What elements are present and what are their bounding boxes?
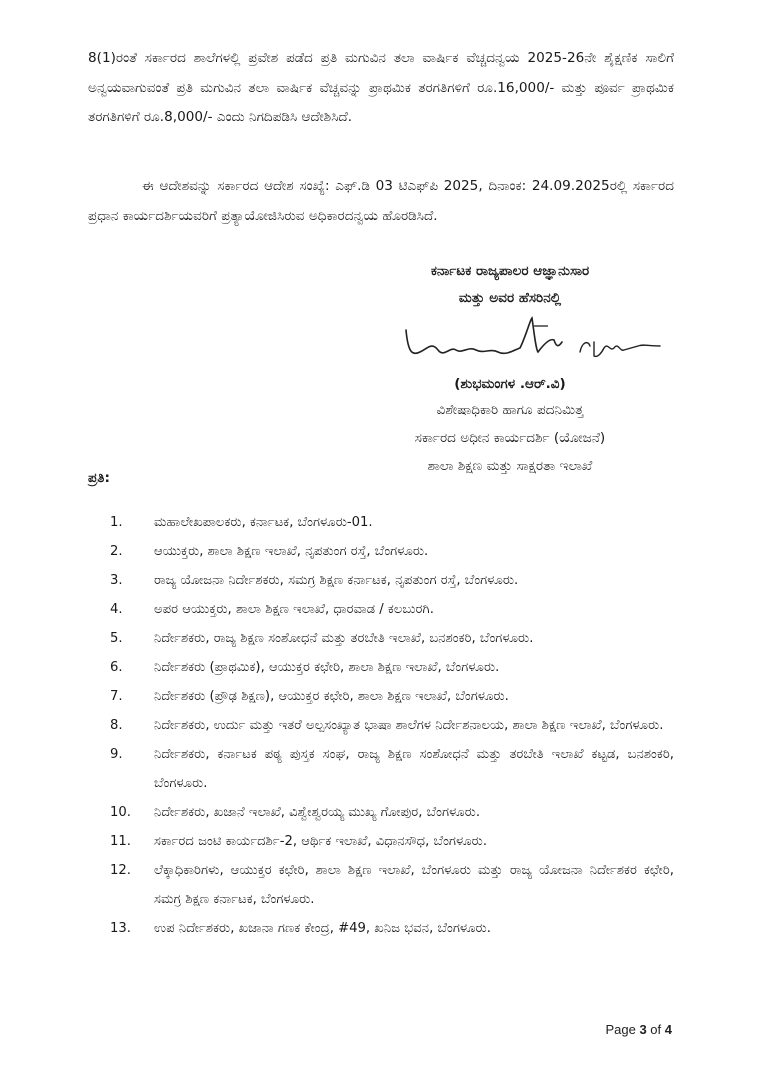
list-item-text: ನಿರ್ದೇಶಕರು (ಪ್ರಾಥಮಿಕ), ಆಯುಕ್ತರ ಕಛೇರಿ, ಶಾಲಾ ಶಿಕ್ಷಣ ಇಲಾಖೆ, ಬೆಂಗಳೂರು. xyxy=(154,660,500,675)
list-item xyxy=(88,682,674,711)
list-item-number: 8. xyxy=(110,718,123,733)
list-item xyxy=(88,624,674,653)
list-item xyxy=(88,856,674,914)
copy-to-heading: ಪ್ರತಿ: xyxy=(88,470,110,486)
list-item xyxy=(88,827,674,856)
designation-line-2: ಸರ್ಕಾರದ ಅಧೀನ ಕಾರ್ಯದರ್ಶಿ (ಯೋಜನೆ) xyxy=(414,430,606,446)
list-item-text: ನಿರ್ದೇಶಕರು, ಕರ್ನಾಟಕ ಪಠ್ಯ ಪುಸ್ತಕ ಸಂಘ, ರಾಜ್ಯ ಶಿಕ್ಷಣ ಸಂಶೋಧನೆ ಮತ್ತು ತರಬೇತಿ ಇಲಾಖೆ ಕಟ್ಟಡ, ಬನಶಂಕರಿ, ಬೆಂಗಳೂರು. xyxy=(154,747,674,791)
list-item-text: ಅಪರ ಆಯುಕ್ತರು, ಶಾಲಾ ಶಿಕ್ಷಣ ಇಲಾಖೆ, ಧಾರವಾಡ / ಕಲಬುರಗಿ. xyxy=(154,602,434,617)
list-item-number: 12. xyxy=(110,863,131,878)
page-number-footer xyxy=(605,1022,672,1037)
list-item xyxy=(88,711,674,740)
list-item-number: 9. xyxy=(110,747,123,762)
list-item-text: ಉಪ ನಿರ್ದೇಶಕರು, ಖಜಾನಾ ಗಣಕ ಕೇಂದ್ರ, #49, ಖನಿಜ ಭವನ, ಬೆಂಗಳೂರು. xyxy=(154,921,491,936)
page-of-label: of xyxy=(646,1022,665,1037)
list-item-number: 7. xyxy=(110,689,123,704)
governor-name-line: ಮತ್ತು ಅವರ ಹೆಸರಿನಲ್ಲಿ xyxy=(458,290,562,306)
body-paragraph-2: ಈ ಆದೇಶವನ್ನು ಸರ್ಕಾರದ ಆದೇಶ ಸಂಖ್ಯೆ: ಎಫ್.ಡಿ 03 ಟಿಎಫ್‌ಪಿ 2025, ದಿನಾಂಕ: 24.09.2025ರಲ್ಲಿ ಸರ್ಕಾರದ ಪ್ರಧಾನ ಕಾರ್ಯದರ್ಶಿಯವರಿಗೆ ಪ್ರತ್ಯಾಯೋಜಿಸಿರುವ ಅಧಿಕಾರದನ್ವಯ ಹೊರಡಿಸಿದೆ. xyxy=(88,178,674,224)
list-item xyxy=(88,566,674,595)
list-item-number: 13. xyxy=(110,921,131,936)
list-item-text: ಲೆಕ್ಕಾಧಿಕಾರಿಗಳು, ಆಯುಕ್ತರ ಕಛೇರಿ, ಶಾಲಾ ಶಿಕ್ಷಣ ಇಲಾಖೆ, ಬೆಂಗಳೂರು ಮತ್ತು ರಾಜ್ಯ ಯೋಜನಾ ನಿರ್ದೇಶಕರ ಕಛೇರಿ, ಸಮಗ್ರ ಶಿಕ್ಷಣ ಕರ್ನಾಟಕ, ಬೆಂಗಳೂರು. xyxy=(154,863,674,907)
list-item xyxy=(88,914,674,943)
list-item-number: 1. xyxy=(110,515,123,530)
list-item-number: 4. xyxy=(110,602,123,617)
list-item-number: 11. xyxy=(110,834,131,849)
signatory-name: (ಶುಭಮಂಗಳ .ಆರ್.ವಿ) xyxy=(454,376,566,392)
signatory-designation xyxy=(340,396,680,480)
list-item xyxy=(88,653,674,682)
list-item xyxy=(88,508,674,537)
list-item xyxy=(88,595,674,624)
list-item xyxy=(88,798,674,827)
current-page-number: 3 xyxy=(639,1022,647,1037)
list-item-number: 2. xyxy=(110,544,123,559)
handwritten-signature xyxy=(340,312,680,372)
list-item-text: ಆಯುಕ್ತರು, ಶಾಲಾ ಶಿಕ್ಷಣ ಇಲಾಖೆ, ನೃಪತುಂಗ ರಸ್ತೆ, ಬೆಂಗಳೂರು. xyxy=(154,544,429,559)
list-item-text: ನಿರ್ದೇಶಕರು, ಉರ್ದು ಮತ್ತು ಇತರೆ ಅಲ್ಪಸಂಖ್ಯಾತ ಭಾಷಾ ಶಾಲೆಗಳ ನಿರ್ದೇಶನಾಲಯ, ಶಾಲಾ ಶಿಕ್ಷಣ ಇಲಾಖೆ, ಬೆಂಗಳೂರು. xyxy=(154,718,664,733)
designation-line-3: ಶಾಲಾ ಶಿಕ್ಷಣ ಮತ್ತು ಸಾಕ್ಷರತಾ ಇಲಾಖೆ xyxy=(427,458,593,474)
list-item-number: 5. xyxy=(110,631,123,646)
list-item xyxy=(88,537,674,566)
list-item-text: ರಾಜ್ಯ ಯೋಜನಾ ನಿರ್ದೇಶಕರು, ಸಮಗ್ರ ಶಿಕ್ಷಣ ಕರ್ನಾಟಕ, ನೃಪತುಂಗ ರಸ್ತೆ, ಬೆಂಗಳೂರು. xyxy=(154,573,519,588)
list-item xyxy=(88,740,674,798)
list-item-number: 10. xyxy=(110,805,131,820)
designation-line-1: ವಿಶೇಷಾಧಿಕಾರಿ ಹಾಗೂ ಪದನಿಮಿತ್ತ xyxy=(436,402,584,418)
body-paragraph-1: 8(1)ರಂತೆ ಸರ್ಕಾರದ ಶಾಲೆಗಳಲ್ಲಿ ಪ್ರವೇಶ ಪಡೆದ ಪ್ರತಿ ಮಗುವಿನ ತಲಾ ವಾರ್ಷಿಕ ವೆಚ್ಚದನ್ವಯ 2025-26ನೇ ಶೈಕ್ಷಣಿಕ ಸಾಲಿಗೆ ಅನ್ವಯವಾಗುವಂತೆ ಪ್ರತಿ ಮಗುವಿನ ತಲಾ ವಾರ್ಷಿಕ ವೆಚ್ಚವನ್ನು ಪ್ರಾಥಮಿಕ ತರಗತಿಗಳಿಗೆ ರೂ.16,000/- ಮತ್ತು ಪೂರ್ವ ಪ್ರಾಥಮಿಕ ತರಗತಿಗಳಿಗೆ ರೂ.8,000/- ಎಂದು ನಿಗದಿಪಡಿಸಿ ಆದೇಶಿಸಿದೆ. xyxy=(88,50,674,125)
signature-block xyxy=(340,258,680,480)
list-item-text: ನಿರ್ದೇಶಕರು, ಖಜಾನೆ ಇಲಾಖೆ, ವಿಶ್ವೇಶ್ವರಯ್ಯ ಮುಖ್ಯ ಗೋಪುರ, ಬೆಂಗಳೂರು. xyxy=(154,805,481,820)
list-item-text: ನಿರ್ದೇಶಕರು, ರಾಜ್ಯ ಶಿಕ್ಷಣ ಸಂಶೋಧನೆ ಮತ್ತು ತರಬೇತಿ ಇಲಾಖೆ, ಬನಶಂಕರಿ, ಬೆಂಗಳೂರು. xyxy=(154,631,534,646)
signature-scribble-icon xyxy=(398,312,668,372)
copy-to-list xyxy=(88,508,674,943)
list-item-text: ನಿರ್ದೇಶಕರು (ಪ್ರೌಢ ಶಿಕ್ಷಣ), ಆಯುಕ್ತರ ಕಛೇರಿ, ಶಾಲಾ ಶಿಕ್ಷಣ ಇಲಾಖೆ, ಬೆಂಗಳೂರು. xyxy=(154,689,509,704)
list-item-number: 3. xyxy=(110,573,123,588)
list-item-text: ಮಹಾಲೇಖಪಾಲಕರು, ಕರ್ನಾಟಕ, ಬೆಂಗಳೂರು-01. xyxy=(154,515,373,530)
list-item-text: ಸರ್ಕಾರದ ಜಂಟಿ ಕಾರ್ಯದರ್ಶಿ-2, ಆರ್ಥಿಕ ಇಲಾಖೆ, ವಿಧಾನಸೌಧ, ಬೆಂಗಳೂರು. xyxy=(154,834,488,849)
list-item-number: 6. xyxy=(110,660,123,675)
total-page-count: 4 xyxy=(664,1022,672,1037)
governor-order-line: ಕರ್ನಾಟಕ ರಾಜ್ಯಪಾಲರ ಆಜ್ಞಾನುಸಾರ xyxy=(430,263,590,279)
page-label: Page xyxy=(605,1022,640,1037)
